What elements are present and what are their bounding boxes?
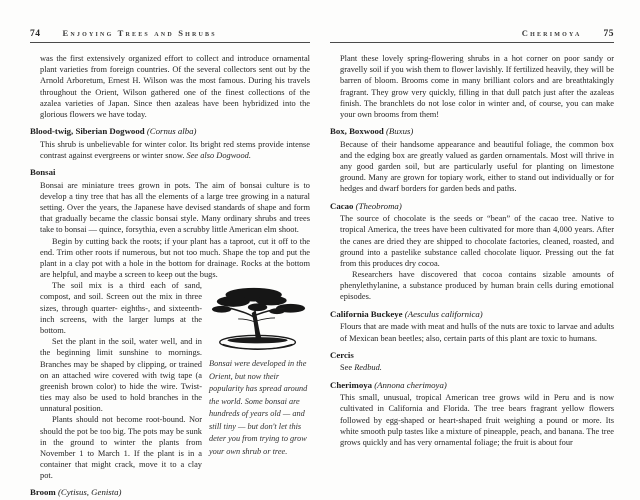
entry-latin-name: (Aesculus californica) (402, 308, 483, 319)
paragraph: Begin by cutting back the roots; if your plant has a taproot, cut it off to the end. Trim other roots if numerous, but not too much. Shape the top and put the plant in a clay pot with a hole in the bottom for drainage. Rocks at the bottom are helpful, and maybe a screen to keep out the bugs. (40, 236, 310, 280)
figure-caption: Bonsai were developed in the Orient, but now their popularity has spread around the world. Some bonsai are hundreds of years old — and still tiny — but don't let this deter you from trying to grow your own shrub or tree. (209, 359, 308, 456)
entry-heading (330, 309, 614, 321)
running-head-left: Enjoying Trees and Shrubs (62, 28, 217, 38)
entry-name: Broom (30, 487, 56, 498)
entry-body (340, 321, 614, 343)
entry-bonsai (30, 167, 310, 481)
entry-heading (30, 487, 310, 499)
paragraph-text: This shrub is unbelievable for winter color. Its bright red stems provide intense contrast against evergreens or winter snow. (40, 139, 310, 160)
entry-body (340, 362, 614, 373)
entry-latin-name: (Theobroma) (353, 200, 402, 211)
entry-name: Cacao (330, 200, 354, 211)
entry-body (340, 139, 614, 195)
entry-heading (30, 126, 310, 138)
entry-heading (330, 126, 614, 138)
entry-heading (330, 350, 614, 362)
entry-heading (330, 380, 614, 392)
entry-name: Box, Boxwood (330, 126, 384, 137)
entry-latin-name: (Buxus) (383, 126, 414, 137)
page-left (30, 28, 310, 500)
entry-body (40, 180, 310, 482)
entry-heading (330, 201, 614, 213)
page-number-right: 75 (603, 29, 614, 39)
bonsai-figure (209, 282, 310, 458)
entry-name: Cercis (330, 349, 354, 360)
paragraph: The source of chocolate is the seeds or “bean” of the cacao tree. Native to tropical America, the trees have been cultivated for more than 4,000 years. After the canes are dried they are shipped to chocolate factories, cleaned, roasted, and ground into a pastelike substance called chocolate liquor. Pressing out the fat from this produces dry cocoa. (340, 214, 614, 268)
entry-name: Blood-twig, Siberian Dogwood (30, 126, 145, 137)
paragraph: Bonsai are miniature trees grown in pots. The aim of bonsai culture is to develop a tiny tree that has all the elements of a large tree growing in a natural setting. Over the years, the Japanese have devised standards of shape and form that gradually became the classic bonsai style. Many ordinary shrubs and trees take to bonsai — quince, forsythia, even a scrubby little American elm shoot. (40, 180, 310, 235)
paragraph: Researchers have discovered that cocoa contains sizable amounts of phenylethylanine, a substance produced by human brain cells during emotional episodes. (340, 270, 614, 302)
entry-body (40, 139, 310, 161)
bonsai-tree-illustration (209, 282, 310, 355)
entry-cercis (330, 350, 614, 374)
entry-body (340, 213, 614, 302)
paragraph-text: See (340, 363, 355, 373)
entry-heading (30, 167, 310, 179)
entry-boxwood (330, 126, 614, 195)
see-reference: Redbud. (354, 363, 382, 373)
paragraph: This small, unusual, tropical American tree grows wild in Peru and is now cultivated in California and Florida. The tree bears fragrant yellow flowers followed by egg-shaped or heart-shaped fruit weighing a pound or more. Its white smooth pulp tastes like a mixture of pineapple, peach, and banana. The tree grows quickly and has very ornamental foliage; the fruit is about four (340, 393, 614, 447)
entry-latin-name: (Annona cherimoya) (372, 379, 447, 390)
entry-latin-name: (Cytisus, Genista) (55, 487, 122, 498)
text-column-right (330, 53, 614, 448)
entry-name: California Buckeye (330, 308, 403, 319)
entry-name: Cherimoya (330, 379, 373, 390)
entry-name: Bonsai (30, 167, 56, 178)
see-also-reference: See also Dogwood. (186, 150, 251, 160)
entry-dogwood (30, 126, 310, 161)
paragraph: Set the plant in the soil, water well, and in the beginning limit sunshine to mornings. Branches may be shaped by clipping, or trained on an attached wire covered with twig tape (a greenish brown color) to hide the wire. Twist-ties may also be used to hold branches in the unnatural position. (40, 337, 202, 414)
page-number-left: 74 (30, 29, 41, 39)
page-header-right (330, 28, 614, 43)
page-header-left (30, 28, 310, 43)
paragraph (340, 362, 614, 373)
entry-broom (30, 487, 310, 499)
entry-body (340, 392, 614, 448)
running-head-right: Cherimoya (521, 28, 582, 38)
paragraph: was the first extensively organized effort to collect and introduce ornamental plant varieties from foreign countries. Of the several collectors sent out by the Arnold Arboretum, Ernest H. Wilson was the most famous. During his travels throughout the Orient, Wilson gathered one of the finest collections of the azalea varieties of Japan. Since then azaleas have been hybridized into the glorious flowers we have today. (40, 54, 310, 119)
text-column-left (30, 53, 310, 499)
paragraph (40, 139, 310, 161)
page-right (330, 28, 614, 448)
paragraph: Flours that are made with meat and hulls of the nuts are toxic to larvae and adults of Mexican bean beetles; also, certain parts of this plant are toxic to humans. (340, 322, 614, 343)
entry-cherimoya (330, 380, 614, 449)
paragraph: Because of their handsome appearance and beautiful foliage, the common box and the edging box are greatly valued as garden ornamentals. Most will thrive in any good garden soil, but are particularly useful for planting on limestone ground. Many are grown for topiary work, either to stand out individually or for hedges and dwarf borders for garden beds and paths. (340, 139, 614, 194)
paragraph: The soil mix is a third each of sand, compost, and soil. Screen out the mix in three sizes, through quarter- eighths-, and sixteenth-inch screens, with the larger lumps at the bottom. (40, 281, 202, 335)
paragraph: Plant these lovely spring-flowering shrubs in a hot corner on poor sandy or gravelly soil if you wish them to flower lavishly. If fertilized heavily, they will be barren of bloom. Brooms come in many brilliant colors and are breathtakingly fragrant. They grow very quickly, filling in that dull patch just after the azaleas finish. The branchlets do not lose color in winter and, of course, you can make your own brooms from them! (340, 54, 614, 119)
paragraph: Plants should not become root-bound. Nor should the pot be too big. The pots may be sunk in the ground to winter the plants from November 1 to March 1. If the plant is in a container that might crack, move it to a clay pot. (40, 415, 202, 481)
entry-california-buckeye (330, 309, 614, 344)
entry-latin-name: (Cornus alba) (144, 126, 197, 137)
entry-cacao (330, 201, 614, 303)
